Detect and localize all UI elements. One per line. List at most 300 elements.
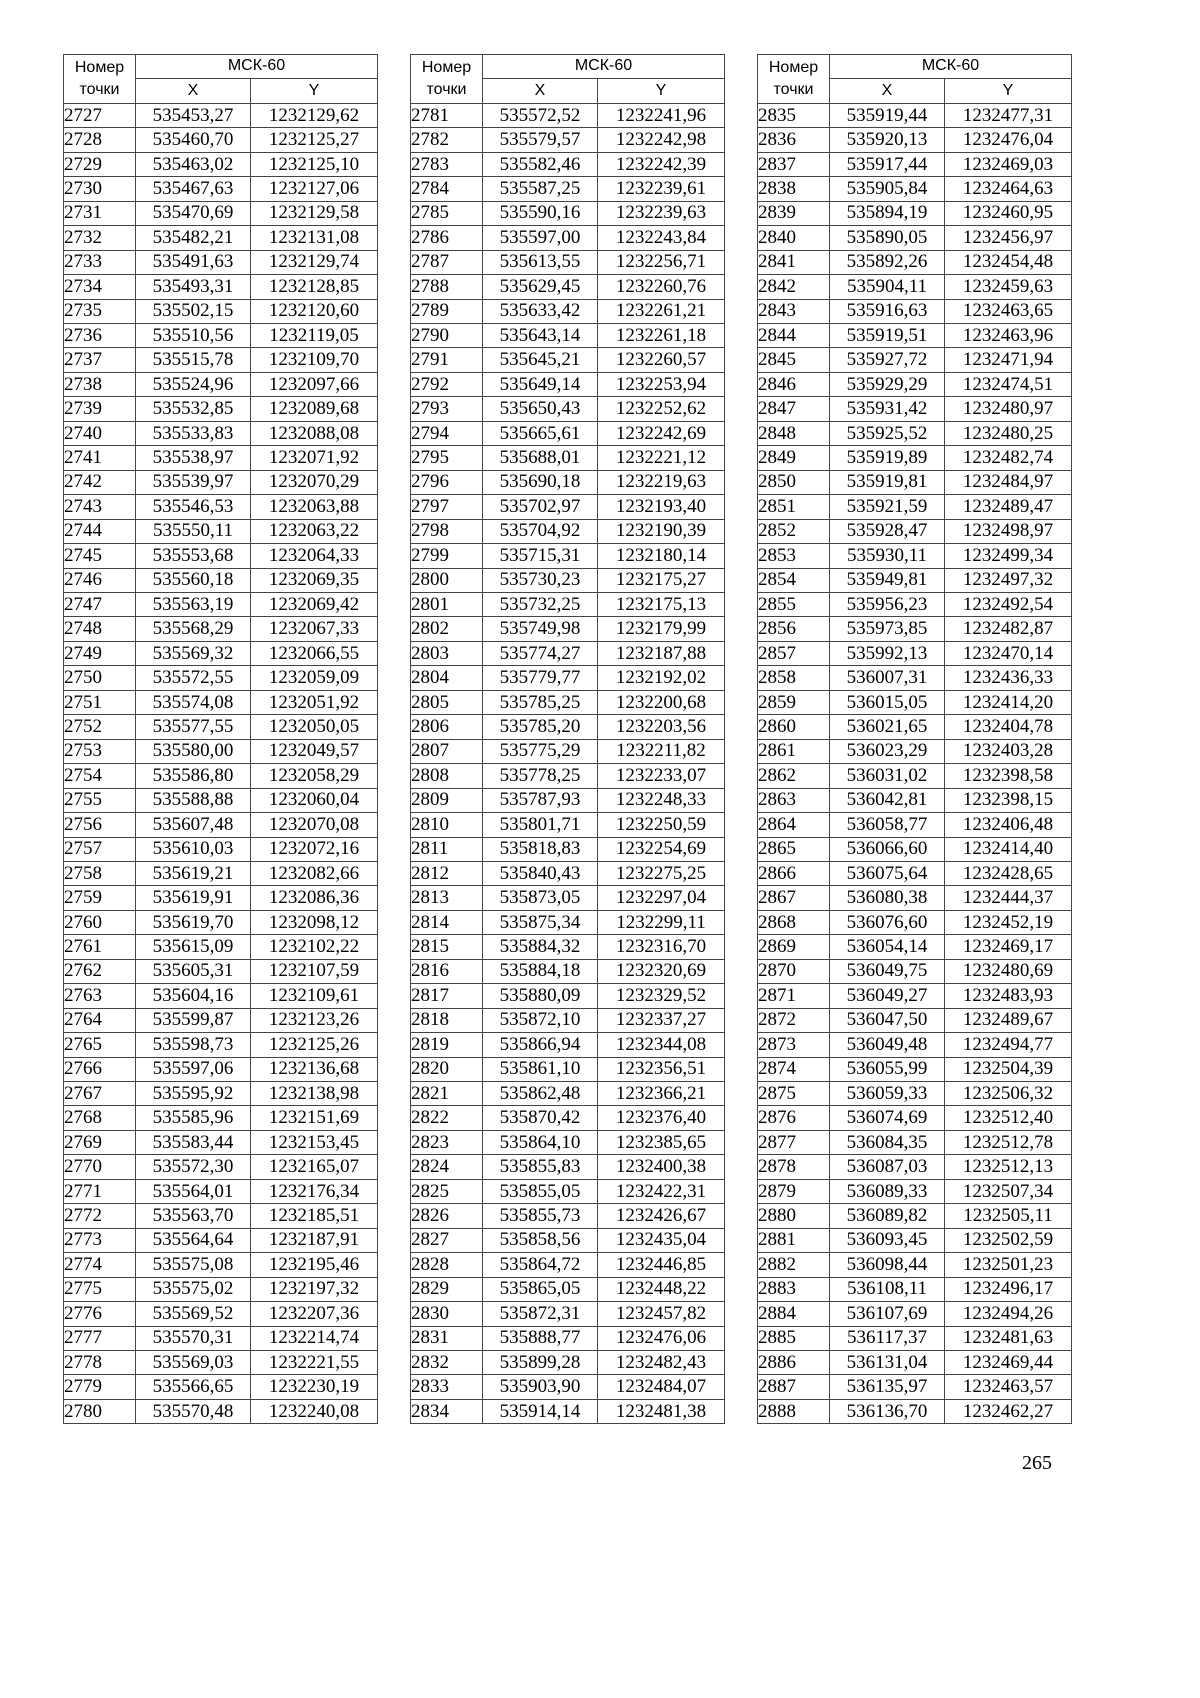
y-value: 1232320,69: [598, 959, 725, 983]
table-row: [411, 1130, 725, 1154]
point-number: 2877: [758, 1130, 830, 1154]
x-value: 535493,31: [136, 275, 251, 299]
table-row: [411, 152, 725, 176]
x-value: 535619,70: [136, 910, 251, 934]
x-value: 536049,48: [830, 1033, 945, 1057]
point-number: 2774: [64, 1253, 136, 1277]
x-value: 535774,27: [483, 641, 598, 665]
x-value: 536080,38: [830, 886, 945, 910]
x-value: 536098,44: [830, 1253, 945, 1277]
x-value: 535919,51: [830, 323, 945, 347]
table-row: [758, 446, 1072, 470]
x-value: 536093,45: [830, 1228, 945, 1252]
y-value: 1232452,19: [945, 910, 1072, 934]
point-number: 2749: [64, 641, 136, 665]
table-row: [64, 1351, 378, 1375]
y-value: 1232497,32: [945, 568, 1072, 592]
table-row: [758, 1130, 1072, 1154]
point-number: 2727: [64, 103, 136, 127]
point-number: 2859: [758, 690, 830, 714]
y-value: 1232463,57: [945, 1375, 1072, 1399]
y-value: 1232049,57: [251, 739, 378, 763]
point-number: 2755: [64, 788, 136, 812]
x-value: 535880,09: [483, 984, 598, 1008]
x-value: 535597,00: [483, 226, 598, 250]
y-value: 1232069,42: [251, 592, 378, 616]
table-row: [758, 641, 1072, 665]
x-value: 535649,14: [483, 372, 598, 396]
point-number: 2803: [411, 641, 483, 665]
point-number: 2791: [411, 348, 483, 372]
y-value: 1232252,62: [598, 397, 725, 421]
table-row: [758, 1351, 1072, 1375]
y-value: 1232469,17: [945, 935, 1072, 959]
point-number: 2746: [64, 568, 136, 592]
point-number: 2874: [758, 1057, 830, 1081]
point-number: 2810: [411, 813, 483, 837]
x-value: 535569,03: [136, 1351, 251, 1375]
table-row: [411, 910, 725, 934]
y-value: 1232123,26: [251, 1008, 378, 1032]
y-value: 1232344,08: [598, 1033, 725, 1057]
x-header: X: [136, 79, 251, 103]
point-number: 2728: [64, 128, 136, 152]
table-row: [411, 813, 725, 837]
point-number: 2834: [411, 1399, 483, 1423]
x-value: 535587,25: [483, 177, 598, 201]
point-number: 2828: [411, 1253, 483, 1277]
table-row: [411, 397, 725, 421]
table-row: [758, 837, 1072, 861]
y-value: 1232066,55: [251, 641, 378, 665]
point-number: 2787: [411, 250, 483, 274]
point-number: 2821: [411, 1082, 483, 1106]
point-number: 2782: [411, 128, 483, 152]
y-value: 1232403,28: [945, 739, 1072, 763]
y-value: 1232193,40: [598, 495, 725, 519]
y-value: 1232242,39: [598, 152, 725, 176]
table-row: [411, 1106, 725, 1130]
point-number: 2804: [411, 666, 483, 690]
y-value: 1232299,11: [598, 910, 725, 934]
x-value: 535884,18: [483, 959, 598, 983]
x-value: 535582,46: [483, 152, 598, 176]
x-value: 536049,75: [830, 959, 945, 983]
y-value: 1232187,88: [598, 641, 725, 665]
x-value: 535570,31: [136, 1326, 251, 1350]
point-number: 2770: [64, 1155, 136, 1179]
point-number: 2809: [411, 788, 483, 812]
point-number: 2767: [64, 1082, 136, 1106]
x-value: 535888,77: [483, 1326, 598, 1350]
point-number: 2798: [411, 519, 483, 543]
table-row: [411, 323, 725, 347]
y-value: 1232063,22: [251, 519, 378, 543]
x-value: 535884,32: [483, 935, 598, 959]
x-value: 535515,78: [136, 348, 251, 372]
y-value: 1232504,39: [945, 1057, 1072, 1081]
y-value: 1232404,78: [945, 715, 1072, 739]
y-value: 1232482,74: [945, 446, 1072, 470]
x-value: 536074,69: [830, 1106, 945, 1130]
table-row: [758, 226, 1072, 250]
table-row: [411, 935, 725, 959]
y-value: 1232462,27: [945, 1399, 1072, 1423]
table-row: [758, 592, 1072, 616]
x-value: 536087,03: [830, 1155, 945, 1179]
x-value: 535872,10: [483, 1008, 598, 1032]
y-value: 1232230,19: [251, 1375, 378, 1399]
y-value: 1232129,58: [251, 201, 378, 225]
x-value: 535610,03: [136, 837, 251, 861]
y-value: 1232153,45: [251, 1130, 378, 1154]
point-number: 2747: [64, 592, 136, 616]
x-value: 535590,16: [483, 201, 598, 225]
y-value: 1232489,47: [945, 495, 1072, 519]
y-value: 1232496,17: [945, 1277, 1072, 1301]
point-number-header: Номер точки: [64, 55, 136, 104]
x-value: 535919,81: [830, 470, 945, 494]
x-value: 535855,73: [483, 1204, 598, 1228]
point-number: 2777: [64, 1326, 136, 1350]
table-row: [64, 1057, 378, 1081]
x-value: 535605,31: [136, 959, 251, 983]
y-value: 1232240,08: [251, 1399, 378, 1423]
point-number: 2790: [411, 323, 483, 347]
point-number: 2866: [758, 861, 830, 885]
x-value: 535865,05: [483, 1277, 598, 1301]
table-row: [758, 1057, 1072, 1081]
y-value: 1232512,78: [945, 1130, 1072, 1154]
table-row: [64, 495, 378, 519]
x-value: 535875,34: [483, 910, 598, 934]
x-value: 535779,77: [483, 666, 598, 690]
table-row: [411, 1155, 725, 1179]
table-row: [758, 1106, 1072, 1130]
table-row: [64, 1253, 378, 1277]
point-number: 2801: [411, 592, 483, 616]
y-value: 1232482,87: [945, 617, 1072, 641]
point-number: 2784: [411, 177, 483, 201]
x-value: 535864,10: [483, 1130, 598, 1154]
table-row: [758, 910, 1072, 934]
y-value: 1232138,98: [251, 1082, 378, 1106]
y-value: 1232239,61: [598, 177, 725, 201]
x-value: 535861,10: [483, 1057, 598, 1081]
table-row: [64, 1302, 378, 1326]
y-value: 1232448,22: [598, 1277, 725, 1301]
y-value: 1232064,33: [251, 544, 378, 568]
x-value: 535905,84: [830, 177, 945, 201]
y-value: 1232261,21: [598, 299, 725, 323]
y-value: 1232385,65: [598, 1130, 725, 1154]
table-row: [64, 299, 378, 323]
x-value: 535595,92: [136, 1082, 251, 1106]
point-number: 2876: [758, 1106, 830, 1130]
y-value: 1232082,66: [251, 861, 378, 885]
point-number: 2813: [411, 886, 483, 910]
point-number: 2731: [64, 201, 136, 225]
point-number: 2764: [64, 1008, 136, 1032]
y-value: 1232507,34: [945, 1179, 1072, 1203]
x-value: 535917,44: [830, 152, 945, 176]
x-value: 535858,56: [483, 1228, 598, 1252]
point-number: 2862: [758, 764, 830, 788]
y-value: 1232337,27: [598, 1008, 725, 1032]
x-value: 535599,87: [136, 1008, 251, 1032]
y-value: 1232476,04: [945, 128, 1072, 152]
x-value: 535702,97: [483, 495, 598, 519]
table-row: [758, 764, 1072, 788]
point-number: 2738: [64, 372, 136, 396]
point-number: 2826: [411, 1204, 483, 1228]
y-value: 1232242,98: [598, 128, 725, 152]
point-number: 2841: [758, 250, 830, 274]
point-number: 2757: [64, 837, 136, 861]
y-value: 1232489,67: [945, 1008, 1072, 1032]
y-value: 1232459,63: [945, 275, 1072, 299]
table-row: [411, 1082, 725, 1106]
y-header: Y: [945, 79, 1072, 103]
y-value: 1232464,63: [945, 177, 1072, 201]
point-number: 2818: [411, 1008, 483, 1032]
y-value: 1232221,55: [251, 1351, 378, 1375]
table-row: [758, 103, 1072, 127]
point-number: 2845: [758, 348, 830, 372]
x-value: 535577,55: [136, 715, 251, 739]
x-value: 535801,71: [483, 813, 598, 837]
x-value: 536089,82: [830, 1204, 945, 1228]
point-number: 2832: [411, 1351, 483, 1375]
y-value: 1232176,34: [251, 1179, 378, 1203]
y-value: 1232256,71: [598, 250, 725, 274]
table-row: [64, 1106, 378, 1130]
page-number: 265: [1022, 1452, 1052, 1474]
y-value: 1232197,32: [251, 1277, 378, 1301]
x-value: 535931,42: [830, 397, 945, 421]
point-number: 2879: [758, 1179, 830, 1203]
point-number: 2820: [411, 1057, 483, 1081]
table-row: [411, 103, 725, 127]
point-number: 2816: [411, 959, 483, 983]
x-value: 535919,89: [830, 446, 945, 470]
y-value: 1232203,56: [598, 715, 725, 739]
point-number: 2833: [411, 1375, 483, 1399]
table-row: [64, 275, 378, 299]
table-row: [758, 568, 1072, 592]
y-value: 1232175,13: [598, 592, 725, 616]
table-row: [411, 690, 725, 714]
table-row: [758, 470, 1072, 494]
y-value: 1232070,29: [251, 470, 378, 494]
point-number: 2743: [64, 495, 136, 519]
x-value: 536066,60: [830, 837, 945, 861]
y-value: 1232185,51: [251, 1204, 378, 1228]
table-row: [758, 348, 1072, 372]
coordinate-system-header: МСК-60: [483, 55, 725, 79]
y-value: 1232260,57: [598, 348, 725, 372]
point-number: 2769: [64, 1130, 136, 1154]
point-number: 2766: [64, 1057, 136, 1081]
point-number: 2751: [64, 690, 136, 714]
x-value: 535892,26: [830, 250, 945, 274]
table-row: [411, 372, 725, 396]
x-header: X: [483, 79, 598, 103]
x-value: 535613,55: [483, 250, 598, 274]
table-row: [758, 1253, 1072, 1277]
coordinates-table: [410, 54, 725, 1424]
table-row: [64, 177, 378, 201]
table-row: [411, 470, 725, 494]
x-value: 536023,29: [830, 739, 945, 763]
x-value: 536076,60: [830, 910, 945, 934]
x-value: 535588,88: [136, 788, 251, 812]
table-row: [64, 226, 378, 250]
point-number: 2880: [758, 1204, 830, 1228]
y-value: 1232460,95: [945, 201, 1072, 225]
x-value: 536058,77: [830, 813, 945, 837]
table-row: [411, 837, 725, 861]
y-header: Y: [598, 79, 725, 103]
table-row: [64, 666, 378, 690]
point-number: 2759: [64, 886, 136, 910]
point-number: 2811: [411, 837, 483, 861]
table-row: [64, 1033, 378, 1057]
y-value: 1232058,29: [251, 764, 378, 788]
point-number: 2842: [758, 275, 830, 299]
table-row: [758, 250, 1072, 274]
y-value: 1232071,92: [251, 446, 378, 470]
point-number: 2881: [758, 1228, 830, 1252]
x-value: 536015,05: [830, 690, 945, 714]
x-value: 535569,52: [136, 1302, 251, 1326]
y-value: 1232214,74: [251, 1326, 378, 1350]
y-value: 1232477,31: [945, 103, 1072, 127]
y-value: 1232195,46: [251, 1253, 378, 1277]
table-row: [64, 886, 378, 910]
x-value: 535992,13: [830, 641, 945, 665]
x-value: 535921,59: [830, 495, 945, 519]
y-value: 1232512,40: [945, 1106, 1072, 1130]
y-value: 1232221,12: [598, 446, 725, 470]
x-value: 535785,25: [483, 690, 598, 714]
x-value: 536136,70: [830, 1399, 945, 1423]
y-value: 1232436,33: [945, 666, 1072, 690]
point-number: 2847: [758, 397, 830, 421]
table-row: [758, 690, 1072, 714]
x-value: 535930,11: [830, 544, 945, 568]
table-row: [411, 519, 725, 543]
y-value: 1232109,70: [251, 348, 378, 372]
point-number: 2871: [758, 984, 830, 1008]
y-value: 1232131,08: [251, 226, 378, 250]
point-number-header: Номер точки: [758, 55, 830, 104]
y-value: 1232435,04: [598, 1228, 725, 1252]
table-row: [758, 935, 1072, 959]
x-value: 535873,05: [483, 886, 598, 910]
y-value: 1232125,10: [251, 152, 378, 176]
y-value: 1232316,70: [598, 935, 725, 959]
y-value: 1232089,68: [251, 397, 378, 421]
x-value: 535460,70: [136, 128, 251, 152]
point-number: 2737: [64, 348, 136, 372]
x-value: 535862,48: [483, 1082, 598, 1106]
point-number: 2827: [411, 1228, 483, 1252]
point-number: 2835: [758, 103, 830, 127]
x-value: 536055,99: [830, 1057, 945, 1081]
x-value: 535572,30: [136, 1155, 251, 1179]
table-row: [64, 1399, 378, 1423]
y-value: 1232063,88: [251, 495, 378, 519]
table-row: [64, 910, 378, 934]
table-row: [411, 1326, 725, 1350]
point-number: 2775: [64, 1277, 136, 1301]
table-row: [411, 886, 725, 910]
x-value: 536131,04: [830, 1351, 945, 1375]
x-value: 536135,97: [830, 1375, 945, 1399]
table-row: [64, 519, 378, 543]
table-row: [411, 1008, 725, 1032]
point-number: 2760: [64, 910, 136, 934]
table-row: [758, 323, 1072, 347]
table-row: [64, 1204, 378, 1228]
table-row: [758, 666, 1072, 690]
x-value: 535928,47: [830, 519, 945, 543]
x-value: 535564,01: [136, 1179, 251, 1203]
point-number: 2776: [64, 1302, 136, 1326]
table-row: [411, 544, 725, 568]
x-value: 535855,83: [483, 1155, 598, 1179]
point-number: 2734: [64, 275, 136, 299]
x-value: 536084,35: [830, 1130, 945, 1154]
y-value: 1232400,38: [598, 1155, 725, 1179]
x-value: 535633,42: [483, 299, 598, 323]
y-value: 1232165,07: [251, 1155, 378, 1179]
point-number: 2736: [64, 323, 136, 347]
y-value: 1232498,97: [945, 519, 1072, 543]
y-value: 1232494,77: [945, 1033, 1072, 1057]
point-number: 2886: [758, 1351, 830, 1375]
y-value: 1232260,76: [598, 275, 725, 299]
point-number: 2762: [64, 959, 136, 983]
point-number: 2732: [64, 226, 136, 250]
x-value: 535572,55: [136, 666, 251, 690]
x-value: 535866,94: [483, 1033, 598, 1057]
point-number: 2779: [64, 1375, 136, 1399]
y-value: 1232469,44: [945, 1351, 1072, 1375]
x-value: 536117,37: [830, 1326, 945, 1350]
y-value: 1232192,02: [598, 666, 725, 690]
y-value: 1232474,51: [945, 372, 1072, 396]
table-row: [758, 275, 1072, 299]
x-value: 535914,14: [483, 1399, 598, 1423]
table-row: [64, 935, 378, 959]
y-value: 1232463,65: [945, 299, 1072, 323]
y-value: 1232356,51: [598, 1057, 725, 1081]
x-value: 535894,19: [830, 201, 945, 225]
x-value: 535463,02: [136, 152, 251, 176]
point-number: 2815: [411, 935, 483, 959]
y-value: 1232376,40: [598, 1106, 725, 1130]
point-number: 2805: [411, 690, 483, 714]
table-row: [64, 1130, 378, 1154]
y-value: 1232398,58: [945, 764, 1072, 788]
y-value: 1232494,26: [945, 1302, 1072, 1326]
y-value: 1232499,34: [945, 544, 1072, 568]
point-number: 2773: [64, 1228, 136, 1252]
point-number: 2793: [411, 397, 483, 421]
x-value: 535502,15: [136, 299, 251, 323]
